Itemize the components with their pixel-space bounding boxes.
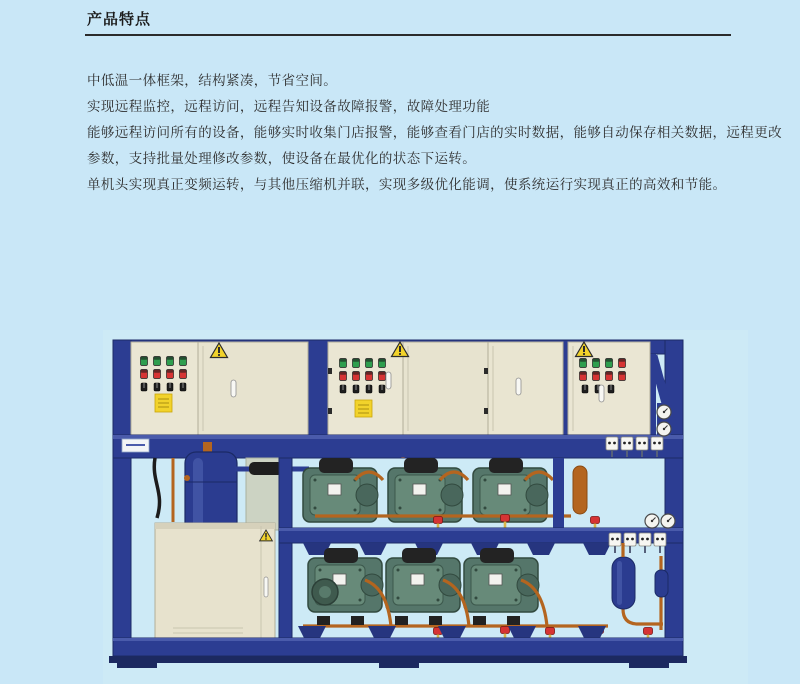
feature-line: 参数，支持批量处理修改参数，使设备在最优化的状态下运转。 xyxy=(87,151,477,166)
feature-list xyxy=(87,68,782,198)
control-cabinets xyxy=(131,342,650,435)
electrical-box xyxy=(155,523,275,648)
pressure-gauge xyxy=(645,514,659,528)
feature-line: 单机头实现真正变频运转，与其他压缩机并联，实现多级优化能调，使系统运行实现真正的高效和节能。 xyxy=(87,177,727,192)
compressor xyxy=(308,548,539,612)
pressure-gauge xyxy=(657,405,671,419)
title-divider-line xyxy=(85,34,731,36)
compressor xyxy=(303,458,548,522)
pressure-gauge xyxy=(661,514,675,528)
compressor-rack-product-photo xyxy=(103,330,748,684)
feature-line: 能够远程访问所有的设备，能够实时收集门店报警，能够查看门店的实时数据，能够自动保存相关数据，远程更改 xyxy=(87,125,782,140)
pressure-gauge xyxy=(657,422,671,436)
page-title: 产品特点 xyxy=(87,11,152,28)
feature-line: 中低温一体框架，结构紧凑，节省空间。 xyxy=(87,73,338,88)
feature-line: 实现远程监控，远程访问，远程告知设备故障报警，故障处理功能 xyxy=(87,99,491,114)
